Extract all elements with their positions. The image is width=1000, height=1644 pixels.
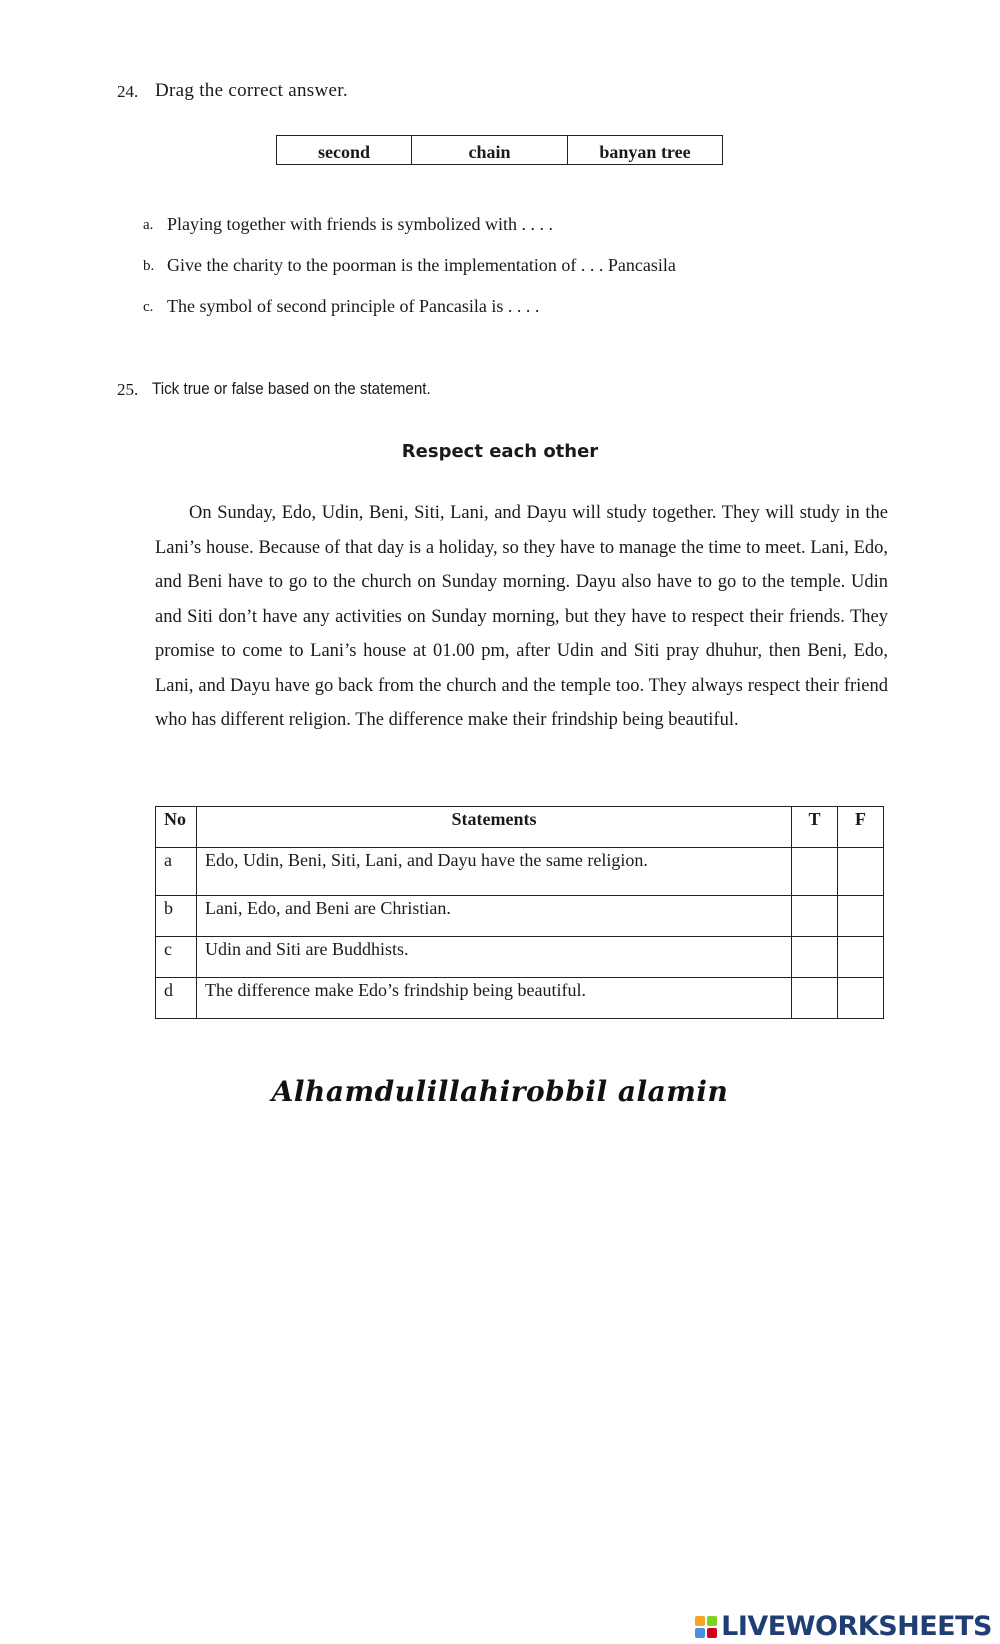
false-checkbox-cell[interactable] — [838, 978, 884, 1019]
answer-option-banyan-tree[interactable]: banyan tree — [567, 136, 722, 164]
liveworksheets-logo-icon — [695, 1616, 717, 1638]
item-letter: b. — [143, 258, 155, 274]
question-25-header — [117, 380, 455, 400]
column-header-statements: Statements — [196, 807, 791, 848]
answer-option-chain[interactable]: chain — [411, 136, 567, 164]
liveworksheets-brand[interactable] — [695, 1611, 992, 1642]
row-statement: The difference make Edo’s frindship being beautiful. — [196, 978, 791, 1019]
row-number: b — [156, 896, 197, 937]
false-checkbox-cell[interactable] — [838, 896, 884, 937]
brand-name: LIVEWORKSHEETS — [721, 1611, 992, 1642]
question-24-item-b — [143, 255, 676, 276]
question-24-item-a — [143, 214, 553, 235]
question-24-number: 24. — [117, 82, 139, 101]
true-checkbox-cell[interactable] — [792, 848, 838, 896]
answer-options-box — [276, 135, 723, 165]
item-text: The symbol of second principle of Pancasila is . . . . — [167, 296, 540, 316]
item-letter: a. — [143, 217, 154, 233]
table-row — [156, 896, 884, 937]
item-letter: c. — [143, 299, 154, 315]
false-checkbox-cell[interactable] — [838, 937, 884, 978]
row-number: a — [156, 848, 197, 896]
true-false-table — [155, 806, 884, 1019]
row-statement: Edo, Udin, Beni, Siti, Lani, and Dayu have the same religion. — [196, 848, 791, 896]
true-checkbox-cell[interactable] — [792, 937, 838, 978]
column-header-false: F — [838, 807, 884, 848]
question-25-number: 25. — [117, 380, 139, 399]
table-row — [156, 848, 884, 896]
item-text: Give the charity to the poorman is the implementation of . . . Pancasila — [167, 255, 676, 275]
table-row — [156, 978, 884, 1019]
column-header-true: T — [792, 807, 838, 848]
true-checkbox-cell[interactable] — [792, 978, 838, 1019]
table-row — [156, 937, 884, 978]
true-checkbox-cell[interactable] — [792, 896, 838, 937]
story-title: Respect each other — [401, 441, 599, 462]
answer-option-second[interactable]: second — [317, 142, 370, 162]
question-25-instruction: Tick true or false based on the statement. — [152, 380, 431, 398]
item-text: Playing together with friends is symbolized with . . . . — [167, 214, 553, 234]
row-number: c — [156, 937, 197, 978]
row-statement: Lani, Edo, and Beni are Christian. — [196, 896, 791, 937]
row-statement: Udin and Siti are Buddhists. — [196, 937, 791, 978]
table-header-row — [156, 807, 884, 848]
closing-signature: Alhamdulillahirobbil alamin — [271, 1075, 729, 1108]
question-24-instruction: Drag the correct answer. — [155, 80, 348, 101]
question-24-item-c — [143, 296, 539, 317]
false-checkbox-cell[interactable] — [838, 848, 884, 896]
story-paragraph: On Sunday, Edo, Udin, Beni, Siti, Lani, and Dayu will study together. They will study in the Lani’s house. Because of that day is a holiday, so they have to manage the time to meet. Lani, Edo, and Beni have to go to the church on Sunday morning. Dayu also have to go to the temple. Udin and Siti don’t have any activities on Sunday morning, but they have to respect their friends. They promise to come to Lani’s house at 01.00 pm, after Udin and Siti pray dhuhur, then Beni, Edo, Lani, and Dayu have go back from the church and the temple too. They always respect their friend who has different religion. The difference make their frindship being beautiful. — [155, 503, 888, 730]
column-header-no: No — [156, 807, 197, 848]
row-number: d — [156, 978, 197, 1019]
